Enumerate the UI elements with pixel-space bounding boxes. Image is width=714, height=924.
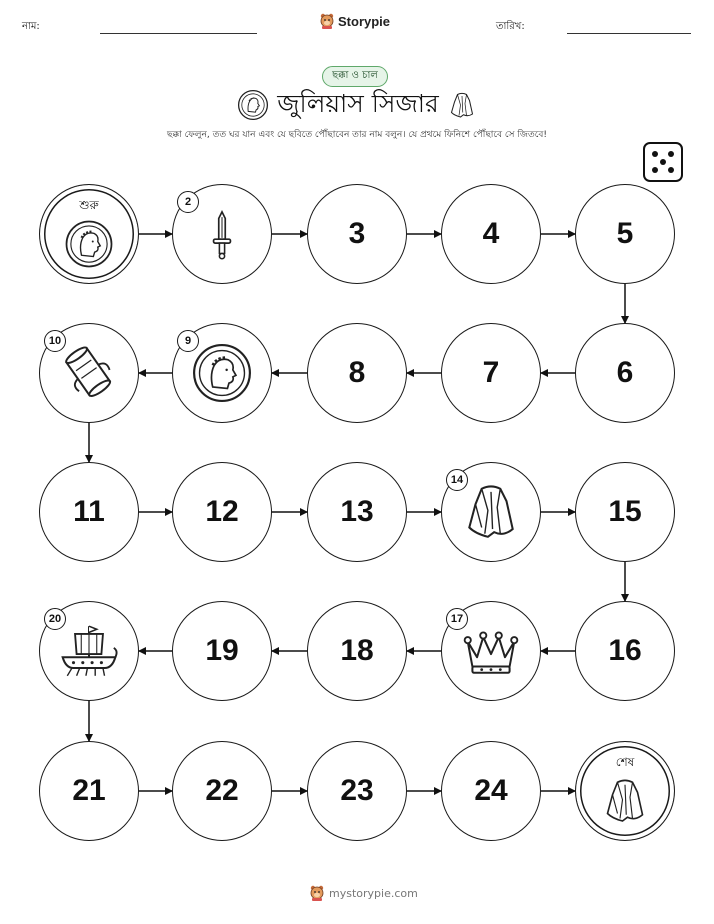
space-number: 13 [340, 495, 374, 528]
game-type-badge: ছক্কা ও চাল [322, 66, 388, 87]
space-number-badge: 14 [446, 469, 468, 491]
space-number-badge: 9 [177, 330, 199, 352]
footer [309, 885, 418, 901]
space-number: 21 [72, 774, 106, 807]
board-space[interactable] [575, 601, 675, 701]
board-space[interactable] [172, 462, 272, 562]
space-number: 22 [205, 774, 239, 807]
ship-icon [58, 620, 120, 682]
space-number: 7 [482, 356, 500, 389]
board-space[interactable] [172, 601, 272, 701]
crown-icon [460, 620, 522, 682]
board-space[interactable] [307, 741, 407, 841]
space-number: 8 [348, 356, 366, 389]
space-number-badge: 17 [446, 608, 468, 630]
space-number-badge: 10 [44, 330, 66, 352]
brand-name: Storypie [338, 13, 391, 29]
board-space[interactable] [575, 323, 675, 423]
board-space[interactable] [575, 184, 675, 284]
space-number: 15 [608, 495, 642, 528]
board-space[interactable] [39, 741, 139, 841]
toga-icon [600, 776, 650, 830]
board-space[interactable] [441, 323, 541, 423]
toga-icon [460, 481, 522, 543]
board-space[interactable] [307, 462, 407, 562]
board-space[interactable] [441, 184, 541, 284]
board-space[interactable] [307, 184, 407, 284]
space-number: 12 [205, 495, 239, 528]
space-number: 23 [340, 774, 374, 807]
scroll-icon [58, 342, 120, 404]
board-space[interactable] [307, 601, 407, 701]
footer-url: mystorypie.com [329, 886, 418, 900]
coin-icon [191, 342, 253, 404]
space-number: 24 [474, 774, 508, 807]
space-number: 3 [348, 217, 366, 250]
space-number: 5 [616, 217, 634, 250]
coin-icon [64, 219, 114, 273]
board-space[interactable] [441, 741, 541, 841]
finish-label: শেষ [615, 755, 635, 769]
board-space[interactable] [39, 462, 139, 562]
start-label: শুরু [79, 198, 99, 212]
board-space[interactable] [307, 323, 407, 423]
space-number: 18 [340, 634, 374, 667]
space-number-badge: 2 [177, 191, 199, 213]
board-space[interactable] [172, 741, 272, 841]
space-number: 19 [205, 634, 239, 667]
page-title: জুলিয়াস সিজার [277, 88, 439, 118]
date-label: তারিখ: [496, 21, 525, 32]
finish-space[interactable] [575, 741, 675, 841]
start-space[interactable] [39, 184, 139, 284]
dagger-icon [196, 208, 248, 260]
board-space[interactable] [575, 462, 675, 562]
space-number: 4 [482, 217, 500, 250]
space-number: 11 [73, 495, 105, 528]
space-number: 6 [616, 356, 634, 389]
space-number: 16 [608, 634, 642, 667]
name-label: নাম: [22, 21, 40, 32]
storypie-mascot-icon [309, 885, 325, 901]
space-number-badge: 20 [44, 608, 66, 630]
instructions-text: ছক্কা ফেলুন, তত ঘর যান এবং যে ছবিতে পৌঁছাবেন তার নাম বলুন। যে প্রথমে ফিনিশে পৌঁছাবে সে জিতবে! [167, 130, 547, 140]
